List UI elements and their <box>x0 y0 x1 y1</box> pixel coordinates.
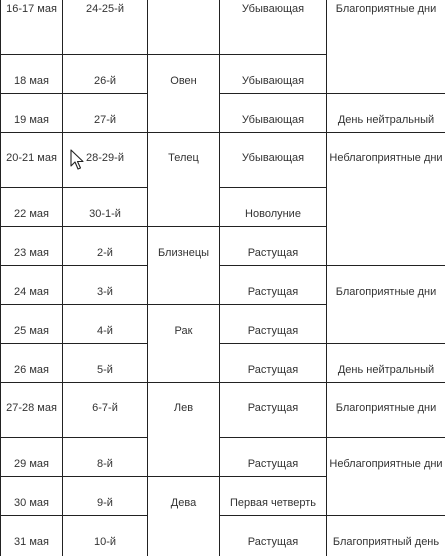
rating-cell: День нейтральный <box>327 94 445 133</box>
rating-cell: Благоприятный день <box>327 516 445 556</box>
moon-phase-cell: Растущая <box>220 305 327 344</box>
zodiac-cell: Близнецы <box>148 227 220 305</box>
zodiac-cell <box>148 0 220 55</box>
date-cell: 24 мая <box>1 266 63 305</box>
table-row <box>1 383 445 438</box>
moon-phase-cell: Убывающая <box>220 94 327 133</box>
moon-phase-cell: Растущая <box>220 266 327 305</box>
date-cell: 27-28 мая <box>1 383 63 438</box>
lunar-day-cell: 27-й <box>63 94 148 133</box>
lunar-day-cell: 4-й <box>63 305 148 344</box>
lunar-day-cell: 28-29-й <box>63 133 148 188</box>
date-cell: 23 мая <box>1 227 63 266</box>
lunar-day-cell: 26-й <box>63 55 148 94</box>
moon-phase-cell: Растущая <box>220 438 327 477</box>
table-row <box>1 438 445 477</box>
date-cell: 16-17 мая <box>1 0 63 55</box>
moon-phase-cell: Растущая <box>220 383 327 438</box>
lunar-day-cell: 5-й <box>63 344 148 383</box>
zodiac-cell: Дева <box>148 477 220 556</box>
rating-cell: Благоприятные дни <box>327 266 445 344</box>
moon-phase-cell: Убывающая <box>220 55 327 94</box>
moon-phase-cell: Растущая <box>220 516 327 556</box>
rating-cell: Неблагоприятные дни <box>327 438 445 516</box>
lunar-day-cell: 6-7-й <box>63 383 148 438</box>
lunar-day-cell: 24-25-й <box>63 0 148 55</box>
date-cell: 31 мая <box>1 516 63 556</box>
date-cell: 30 мая <box>1 477 63 516</box>
rating-cell: Благоприятные дни <box>327 383 445 438</box>
table-row <box>1 0 445 55</box>
moon-phase-cell: Убывающая <box>220 133 327 188</box>
lunar-day-cell: 8-й <box>63 438 148 477</box>
rating-cell: Благоприятные дни <box>327 0 445 94</box>
table-row <box>1 344 445 383</box>
lunar-day-cell: 3-й <box>63 266 148 305</box>
moon-phase-cell: Растущая <box>220 227 327 266</box>
table-row <box>1 133 445 188</box>
table-row <box>1 94 445 133</box>
date-cell: 25 мая <box>1 305 63 344</box>
zodiac-cell: Овен <box>148 55 220 133</box>
moon-phase-cell: Растущая <box>220 344 327 383</box>
lunar-day-cell: 10-й <box>63 516 148 556</box>
date-cell: 18 мая <box>1 55 63 94</box>
date-cell: 26 мая <box>1 344 63 383</box>
date-cell: 22 мая <box>1 188 63 227</box>
date-cell: 19 мая <box>1 94 63 133</box>
moon-phase-cell: Новолуние <box>220 188 327 227</box>
zodiac-cell: Рак <box>148 305 220 383</box>
table-row <box>1 266 445 305</box>
rating-cell: День нейтральный <box>327 344 445 383</box>
moon-phase-cell: Убывающая <box>220 0 327 55</box>
date-cell: 29 мая <box>1 438 63 477</box>
date-cell: 20-21 мая <box>1 133 63 188</box>
lunar-day-cell: 30-1-й <box>63 188 148 227</box>
lunar-day-cell: 9-й <box>63 477 148 516</box>
rating-cell: Неблагоприятные дни <box>327 133 445 266</box>
zodiac-cell: Лев <box>148 383 220 477</box>
zodiac-cell: Телец <box>148 133 220 227</box>
moon-phase-cell: Первая четверть <box>220 477 327 516</box>
lunar-day-cell: 2-й <box>63 227 148 266</box>
table-row <box>1 516 445 556</box>
